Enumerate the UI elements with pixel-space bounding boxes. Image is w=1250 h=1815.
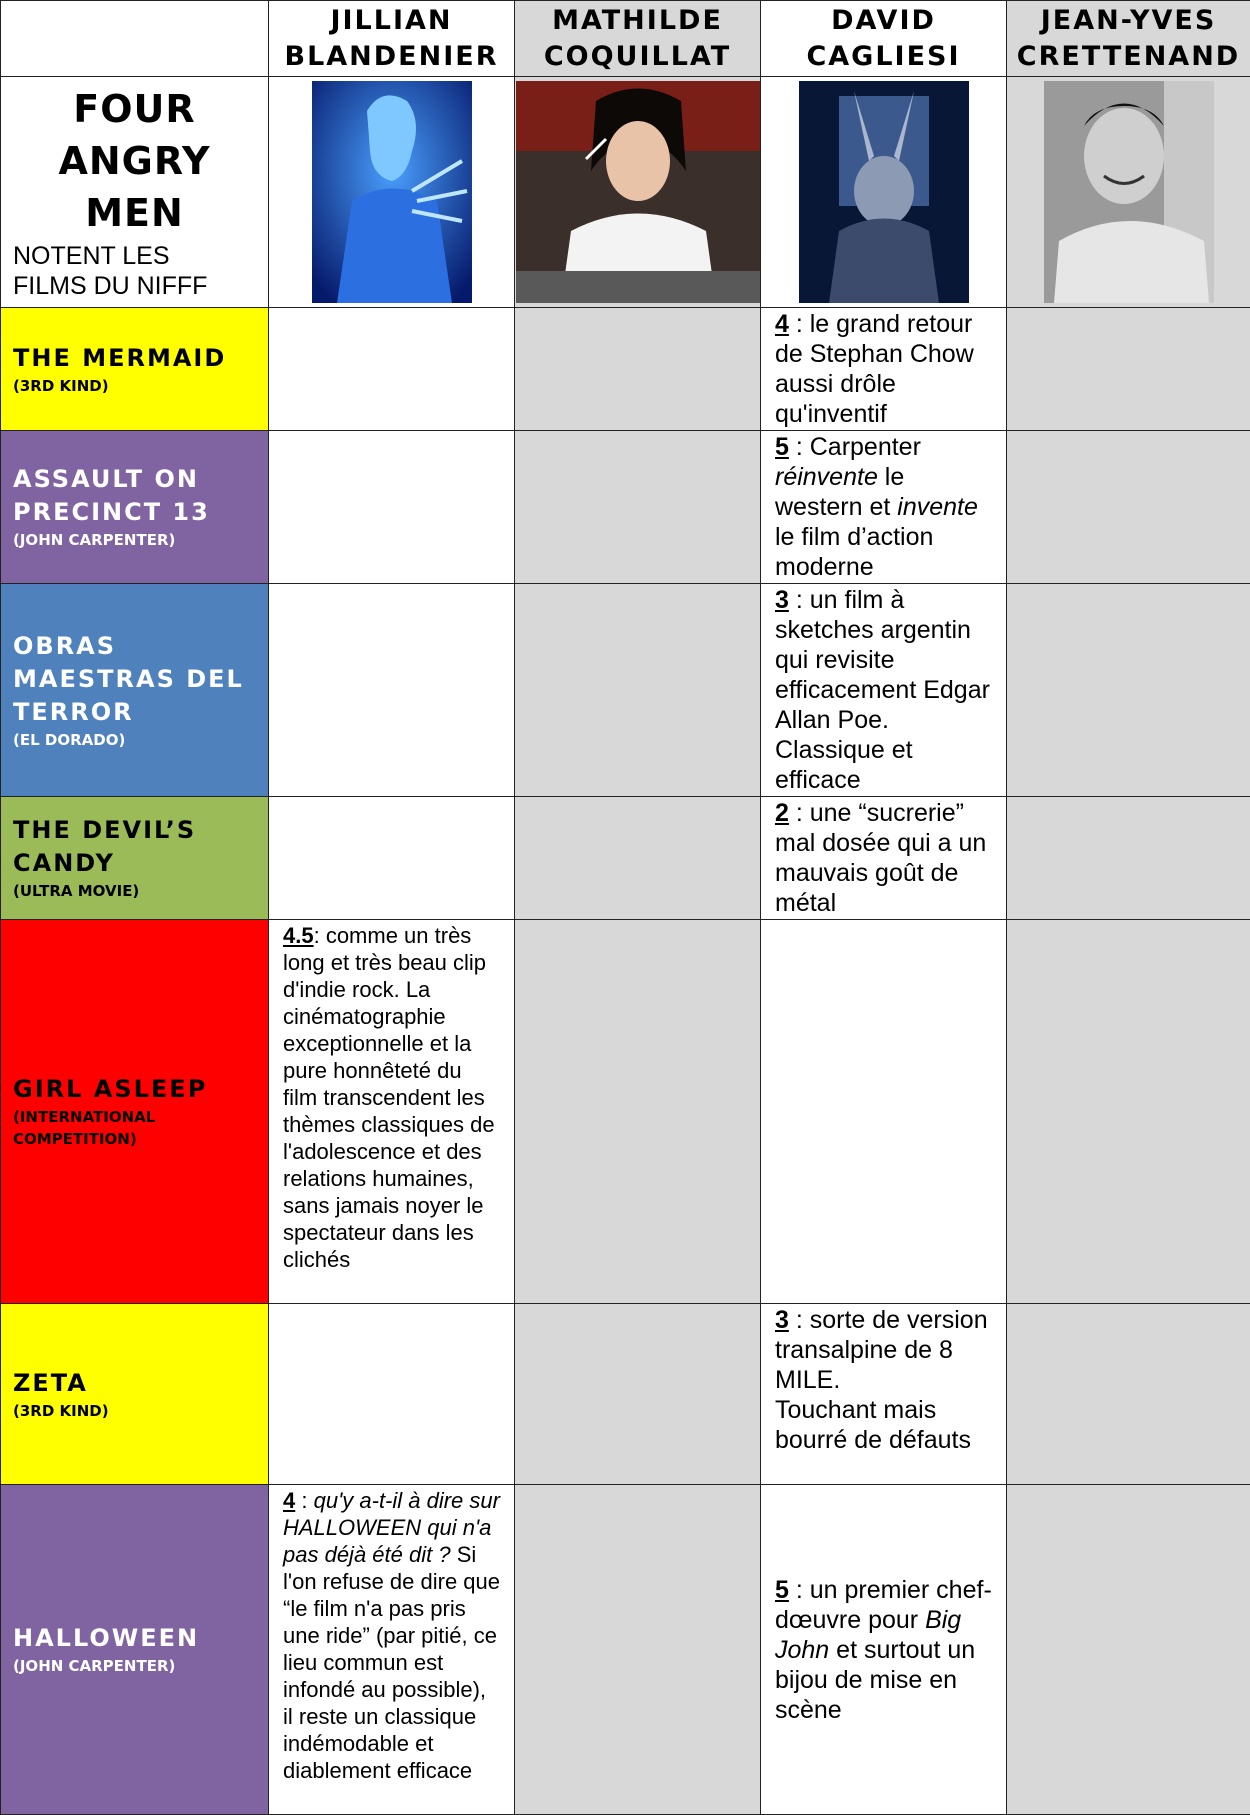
film-subtitle-line: (INTERNATIONAL	[13, 1106, 256, 1128]
film-title	[13, 463, 256, 529]
critic-last-name: CAGLIESI	[761, 39, 1006, 75]
film-label-cell	[1, 1485, 269, 1815]
film-subtitle-line: COMPETITION)	[13, 1128, 256, 1150]
review-cell-david	[761, 1485, 1007, 1815]
review-cell-empty	[515, 584, 761, 797]
title-line: MEN	[13, 187, 256, 239]
film-title-line: TERROR	[13, 696, 256, 729]
header-row-critics	[1, 1, 1250, 77]
subtitle-line: NOTENT LES	[13, 241, 256, 271]
film-title	[13, 630, 256, 729]
review-cell-david	[761, 431, 1007, 584]
review-cell-empty	[269, 797, 515, 920]
photo-cell-mathilde	[515, 77, 761, 308]
review-text: et surtout un bijou de mise en scène	[775, 1636, 975, 1724]
review-text: : Carpenter	[789, 433, 921, 461]
photo-smiling-man-icon	[1044, 81, 1214, 303]
film-title	[13, 814, 256, 880]
review-cell-empty	[515, 431, 761, 584]
corner-cell	[1, 1, 269, 77]
review-cell-empty	[1007, 797, 1250, 920]
score: 4	[283, 1488, 295, 1513]
critic-last-name: BLANDENIER	[269, 39, 514, 75]
review-cell-empty	[1007, 1485, 1250, 1815]
score: 3	[775, 1306, 789, 1334]
film-subtitle	[13, 1655, 256, 1677]
film-title-line: HALLOWEEN	[13, 1622, 256, 1655]
review-text: Si l'on refuse de dire que “le film n'a pas pris une ride” (par pitié, ce lieu commun est infondé au possible), il reste un classique indémodable et diablement efficace	[283, 1542, 500, 1783]
film-subtitle-line: (JOHN CARPENTER)	[13, 1655, 256, 1677]
review-cell-empty	[269, 308, 515, 431]
film-label-cell	[1, 584, 269, 797]
score: 4	[775, 310, 789, 338]
film-label-cell	[1, 308, 269, 431]
review-text: : sorte de version transalpine de 8 MILE.	[775, 1306, 988, 1394]
review-cell-empty	[761, 920, 1007, 1304]
score: 5	[775, 1576, 789, 1604]
score: 3	[775, 586, 789, 614]
review-text: : comme un très long et très beau clip d'indie rock. La cinématographie exceptionnelle et la pure honnêteté du film transcendent les thèmes classiques de l'adolescence et des relations humaines, sans jamais noyer le spectateur dans les clichés	[283, 923, 495, 1272]
film-subtitle	[13, 529, 256, 551]
review-text-italic: invente	[897, 493, 978, 521]
film-row-obras	[1, 584, 1250, 797]
critic-first-name: MATHILDE	[515, 3, 760, 39]
film-title-line: CANDY	[13, 847, 256, 880]
film-row-devils-candy	[1, 797, 1250, 920]
film-label-cell	[1, 431, 269, 584]
film-title	[13, 1367, 256, 1400]
film-label-cell	[1, 920, 269, 1304]
review-cell-empty	[515, 1485, 761, 1815]
film-label-cell	[1, 1304, 269, 1485]
review-text-italic: Big John	[775, 1606, 961, 1664]
review-cell-empty	[515, 797, 761, 920]
critic-last-name: COQUILLAT	[515, 39, 760, 75]
title-line: FOUR	[13, 83, 256, 135]
critic-first-name: JEAN-YVES	[1007, 3, 1250, 39]
review-cell-empty	[515, 920, 761, 1304]
critic-name-jean-yves	[1007, 1, 1250, 77]
film-subtitle-line: (3RD KIND)	[13, 1400, 256, 1422]
film-title-line: THE DEVIL’S	[13, 814, 256, 847]
review-cell-empty	[1007, 308, 1250, 431]
film-subtitle	[13, 1400, 256, 1422]
subtitle-line: FILMS DU NIFFF	[13, 271, 256, 301]
film-title-line: OBRAS	[13, 630, 256, 663]
review-text: : une “sucrerie” mal dosée qui a un mauvais goût de métal	[775, 799, 986, 917]
review-cell-empty	[1007, 584, 1250, 797]
review-cell-empty	[1007, 920, 1250, 1304]
review-cell-jillian	[269, 1485, 515, 1815]
review-cell-empty	[269, 584, 515, 797]
photo-blue-alien-icon	[312, 81, 472, 303]
review-cell-david	[761, 308, 1007, 431]
photo-cell-jillian	[269, 77, 515, 308]
film-subtitle-line: (3RD KIND)	[13, 375, 256, 397]
review-cell-jillian	[269, 920, 515, 1304]
score: 5	[775, 433, 789, 461]
film-label-cell	[1, 797, 269, 920]
review-text: : un film à sketches argentin qui revisite efficacement Edgar Allan Poe. Classique et efficace	[775, 586, 990, 794]
film-title	[13, 1073, 256, 1106]
review-text: Touchant mais bourré de défauts	[775, 1395, 992, 1455]
film-title	[13, 342, 256, 375]
review-cell-david	[761, 584, 1007, 797]
review-text: : le grand retour de Stephan Chow aussi drôle qu'inventif	[775, 310, 974, 428]
film-row-zeta	[1, 1304, 1250, 1485]
critic-name-david	[761, 1, 1007, 77]
photo-cell-david	[761, 77, 1007, 308]
review-text: le western et	[775, 463, 904, 521]
review-cell-david	[761, 1304, 1007, 1485]
film-title-line: ZETA	[13, 1367, 256, 1400]
review-cell-empty	[1007, 431, 1250, 584]
review-cell-empty	[515, 1304, 761, 1485]
review-text: :	[295, 1488, 313, 1513]
review-text: : un premier chef-dœuvre pour	[775, 1576, 992, 1634]
photo-woman-cigarette-icon	[516, 81, 760, 303]
review-cell-empty	[269, 1304, 515, 1485]
critic-name-jillian	[269, 1, 515, 77]
film-title-line: PRECINCT 13	[13, 496, 256, 529]
review-text-italic: qu'y a-t-il à dire sur HALLOWEEN qui n'a pas déjà été dit ?	[283, 1488, 500, 1567]
review-cell-empty	[515, 308, 761, 431]
film-row-girl-asleep	[1, 920, 1250, 1304]
critic-name-mathilde	[515, 1, 761, 77]
film-subtitle-line: (ULTRA MOVIE)	[13, 880, 256, 902]
page-subtitle	[13, 241, 256, 301]
critic-first-name: DAVID	[761, 3, 1006, 39]
photo-rabbit-mask-icon	[799, 81, 969, 303]
film-row-mermaid	[1, 308, 1250, 431]
film-subtitle	[13, 375, 256, 397]
review-cell-empty	[269, 431, 515, 584]
film-subtitle	[13, 729, 256, 751]
photo-cell-jean-yves	[1007, 77, 1250, 308]
review-cell-david	[761, 797, 1007, 920]
film-title-line: MAESTRAS DEL	[13, 663, 256, 696]
title-line: ANGRY	[13, 135, 256, 187]
film-subtitle	[13, 880, 256, 902]
review-text: le film d’action moderne	[775, 523, 933, 581]
review-cell-empty	[1007, 1304, 1250, 1485]
header-row-photos	[1, 77, 1250, 308]
film-row-halloween	[1, 1485, 1250, 1815]
film-subtitle-line: (EL DORADO)	[13, 729, 256, 751]
score: 4.5	[283, 923, 314, 948]
page-title	[13, 83, 256, 239]
score: 2	[775, 799, 789, 827]
title-cell	[1, 77, 269, 308]
review-text-italic: réinvente	[775, 463, 878, 491]
film-title-line: ASSAULT ON	[13, 463, 256, 496]
film-subtitle-line: (JOHN CARPENTER)	[13, 529, 256, 551]
critic-last-name: CRETTENAND	[1007, 39, 1250, 75]
film-title-line: THE MERMAID	[13, 342, 256, 375]
critic-first-name: JILLIAN	[269, 3, 514, 39]
film-row-assault	[1, 431, 1250, 584]
film-title-line: GIRL ASLEEP	[13, 1073, 256, 1106]
film-title	[13, 1622, 256, 1655]
film-subtitle	[13, 1106, 256, 1150]
